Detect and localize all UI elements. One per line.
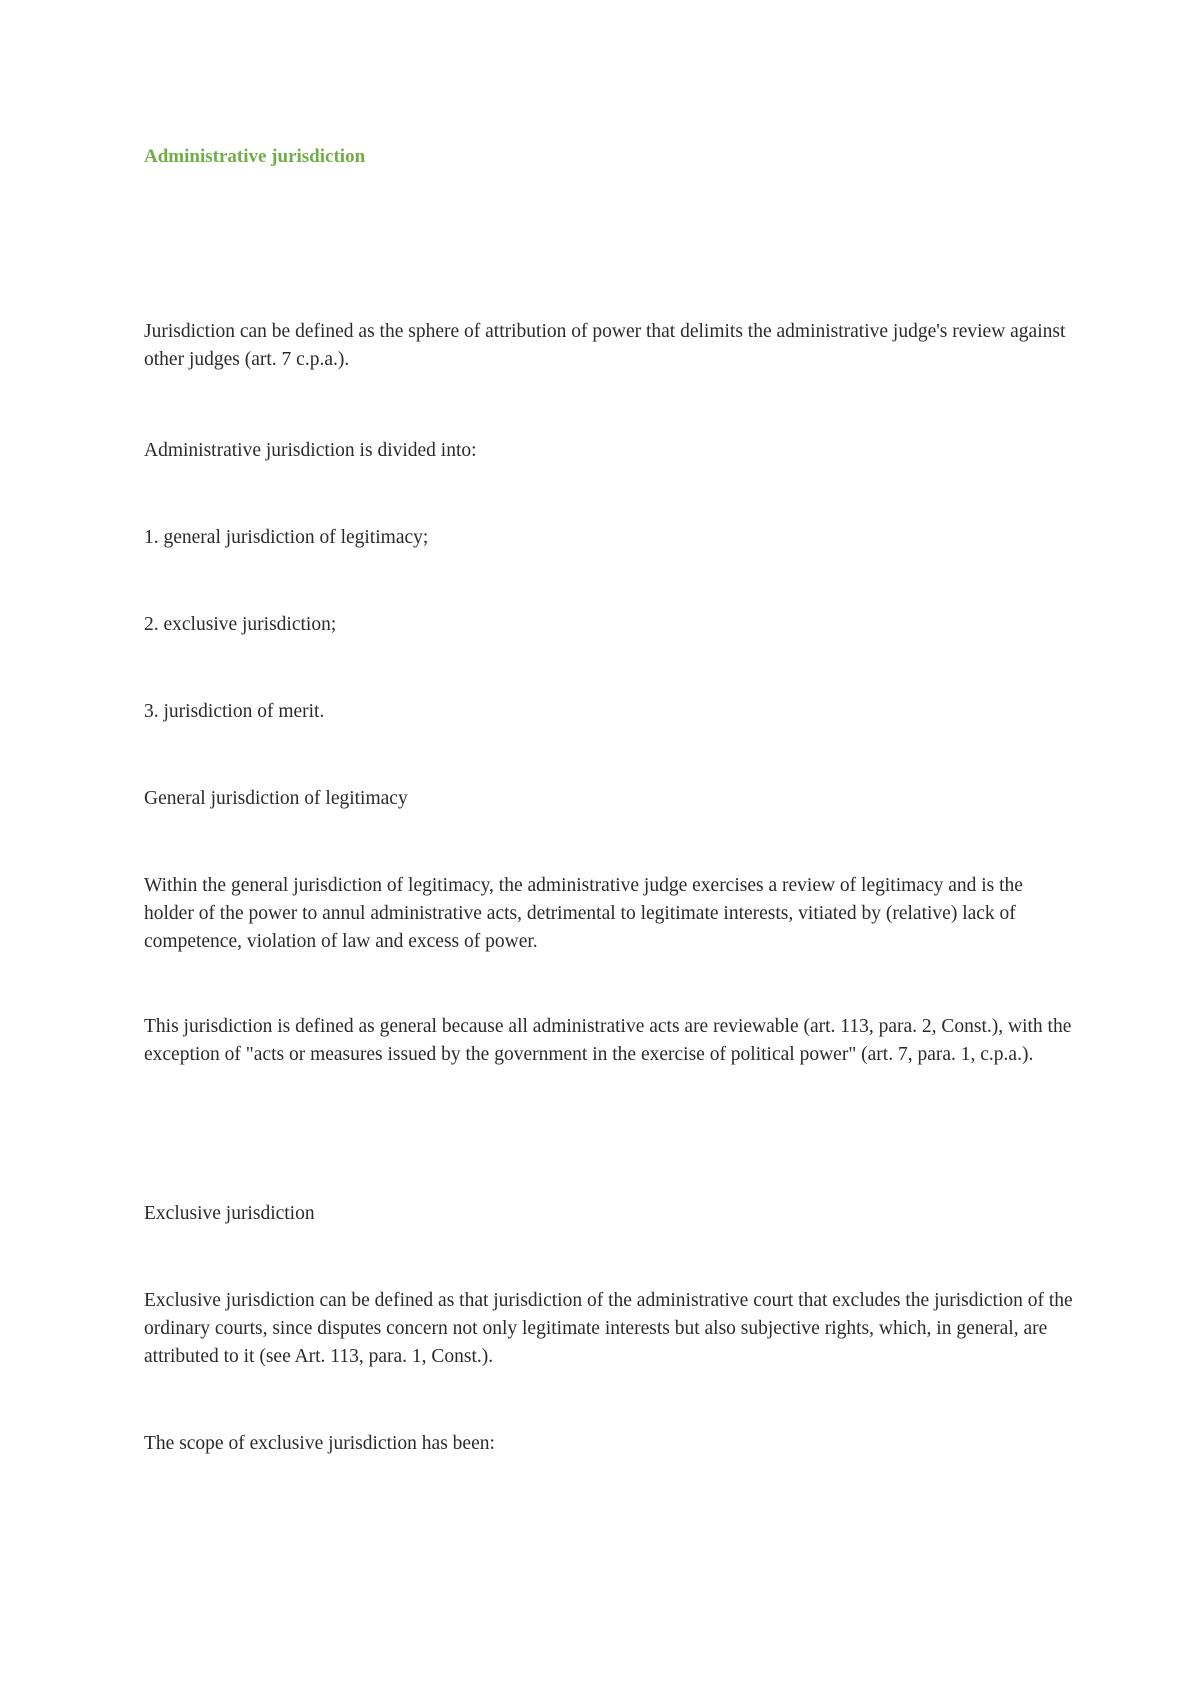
paragraph-exclusive-jurisdiction: Exclusive jurisdiction can be defined as that jurisdiction of the administrative court that excludes the jurisdiction of the ordinary courts, since disputes concern not only legitimate interests but also subjective rights, which, in general, are attributed to it (see Art. 113, para. 1, Const.).	[144, 1290, 1073, 1367]
document-title: Administrative jurisdiction	[144, 146, 366, 167]
paragraph-divided-into: Administrative jurisdiction is divided into:	[144, 440, 477, 461]
heading-general-jurisdiction: General jurisdiction of legitimacy	[144, 788, 408, 809]
list-item-exclusive-jurisdiction: 2. exclusive jurisdiction;	[144, 614, 337, 635]
list-item-general-jurisdiction: 1. general jurisdiction of legitimacy;	[144, 527, 429, 548]
heading-exclusive-jurisdiction: Exclusive jurisdiction	[144, 1203, 315, 1224]
list-item-jurisdiction-of-merit: 3. jurisdiction of merit.	[144, 701, 325, 722]
paragraph-general-jurisdiction: Within the general jurisdiction of legitimacy, the administrative judge exercises a review of legitimacy and is the holder of the power to annul administrative acts, detrimental to legitimate interests, vitiated by (relative) lack of competence, violation of law and excess of power.	[144, 875, 1023, 952]
paragraph-scope-exclusive: The scope of exclusive jurisdiction has been:	[144, 1433, 495, 1454]
paragraph-jurisdiction-definition: Jurisdiction can be defined as the sphere of attribution of power that delimits the administrative judge's review against other judges (art. 7 c.p.a.).	[144, 321, 1066, 370]
paragraph-general-defined: This jurisdiction is defined as general because all administrative acts are reviewable (art. 113, para. 2, Const.), with the exception of "acts or measures issued by the government in the exercise of political power" (art. 7, para. 1, c.p.a.).	[144, 1016, 1072, 1065]
